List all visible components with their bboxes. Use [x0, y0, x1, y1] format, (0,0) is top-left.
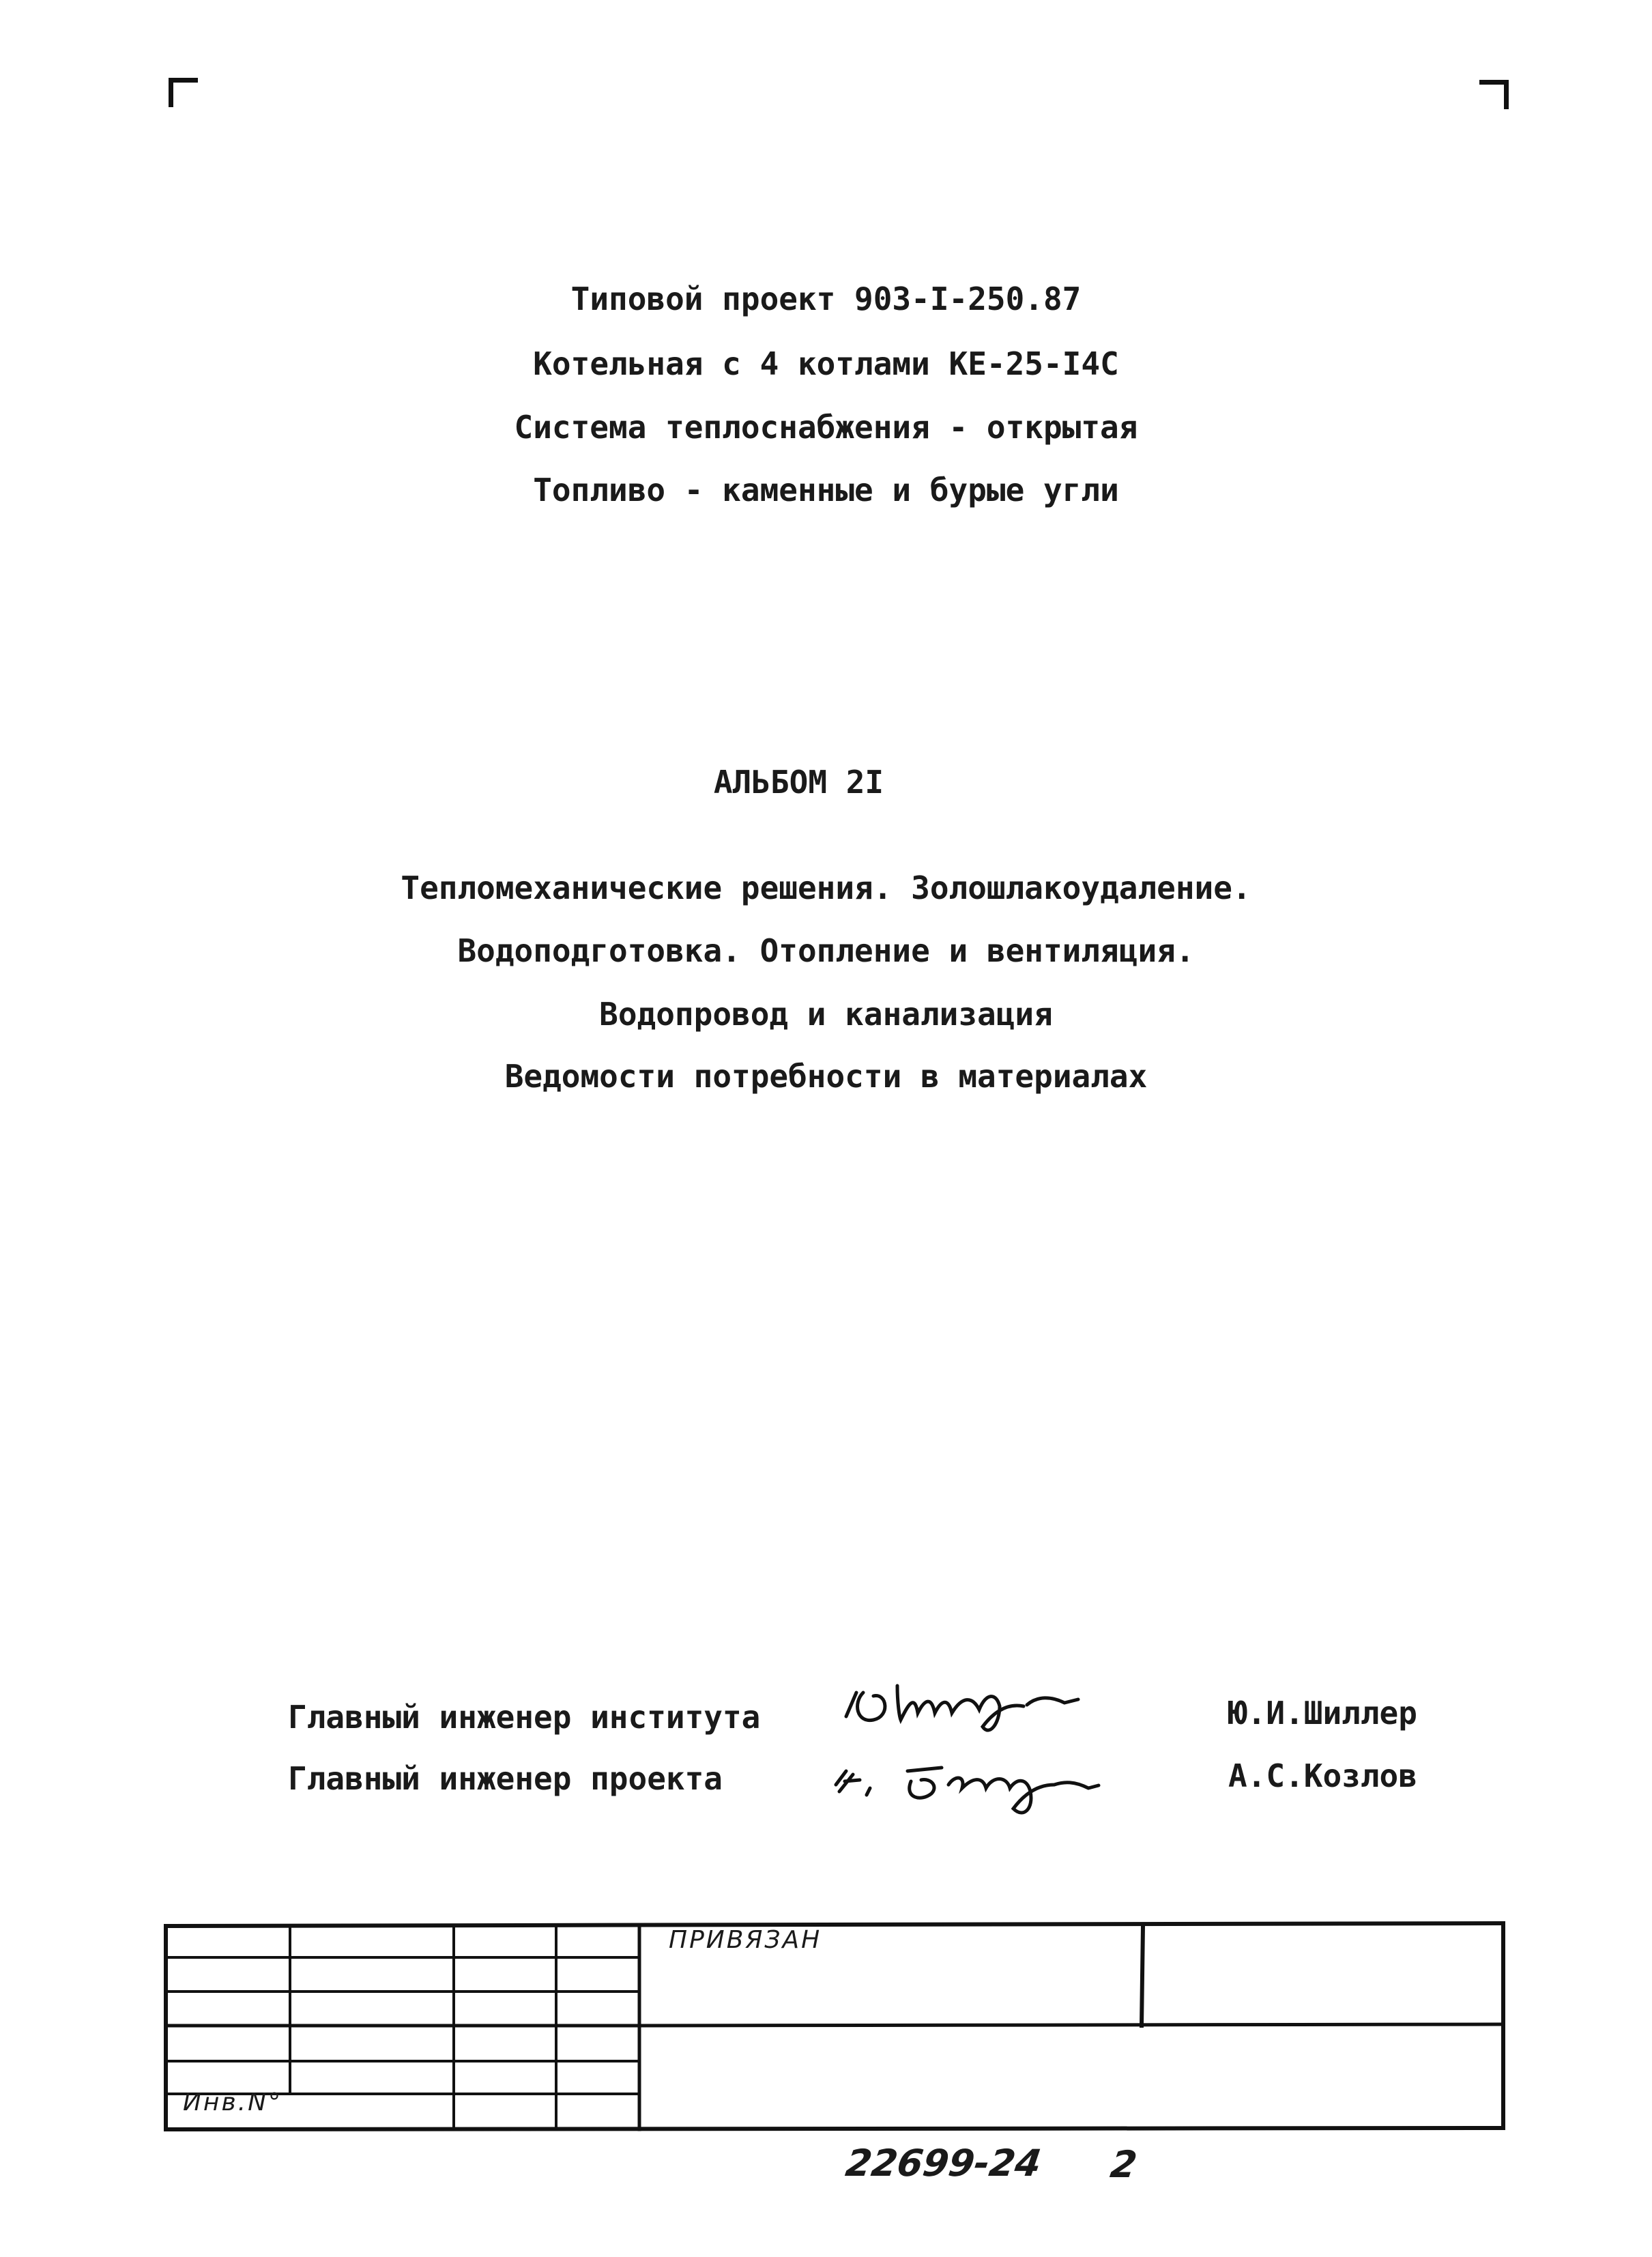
chief-engineer-institute-label: Главный инженер института	[288, 1699, 761, 1736]
album-title: АЛЬБОМ 2I	[713, 764, 884, 801]
album-content-line-4: Ведомости потребности в материалах	[504, 1058, 1148, 1095]
chief-engineer-project-label: Главный инженер проекта	[288, 1760, 723, 1797]
chief-engineer-project-name: А.С.Козлов	[1228, 1757, 1417, 1794]
document-number: 22699-24	[843, 2142, 1044, 2185]
stamp-bound-label: ПРИВЯЗАН	[669, 1926, 822, 1954]
album-content-line-3: Водопровод и канализация	[599, 996, 1053, 1033]
project-heating-system: Система теплоснабжения - открытая	[514, 409, 1138, 446]
project-fuel: Топливо - каменные и бурые угли	[533, 472, 1119, 508]
stamp-inventory-label: Инв.N°	[183, 2088, 283, 2116]
album-content-line-1: Тепломеханические решения. Золошлакоудаление.	[401, 869, 1251, 906]
page-number: 2	[1107, 2143, 1140, 2186]
chief-engineer-institute-name: Ю.И.Шиллер	[1228, 1695, 1417, 1731]
project-boiler-description: Котельная с 4 котлами КЕ-25-I4С	[533, 345, 1119, 382]
project-designation: Типовой проект 903-I-250.87	[570, 281, 1082, 317]
album-content-line-2: Водоподготовка. Отопление и вентиляция.	[457, 932, 1195, 969]
